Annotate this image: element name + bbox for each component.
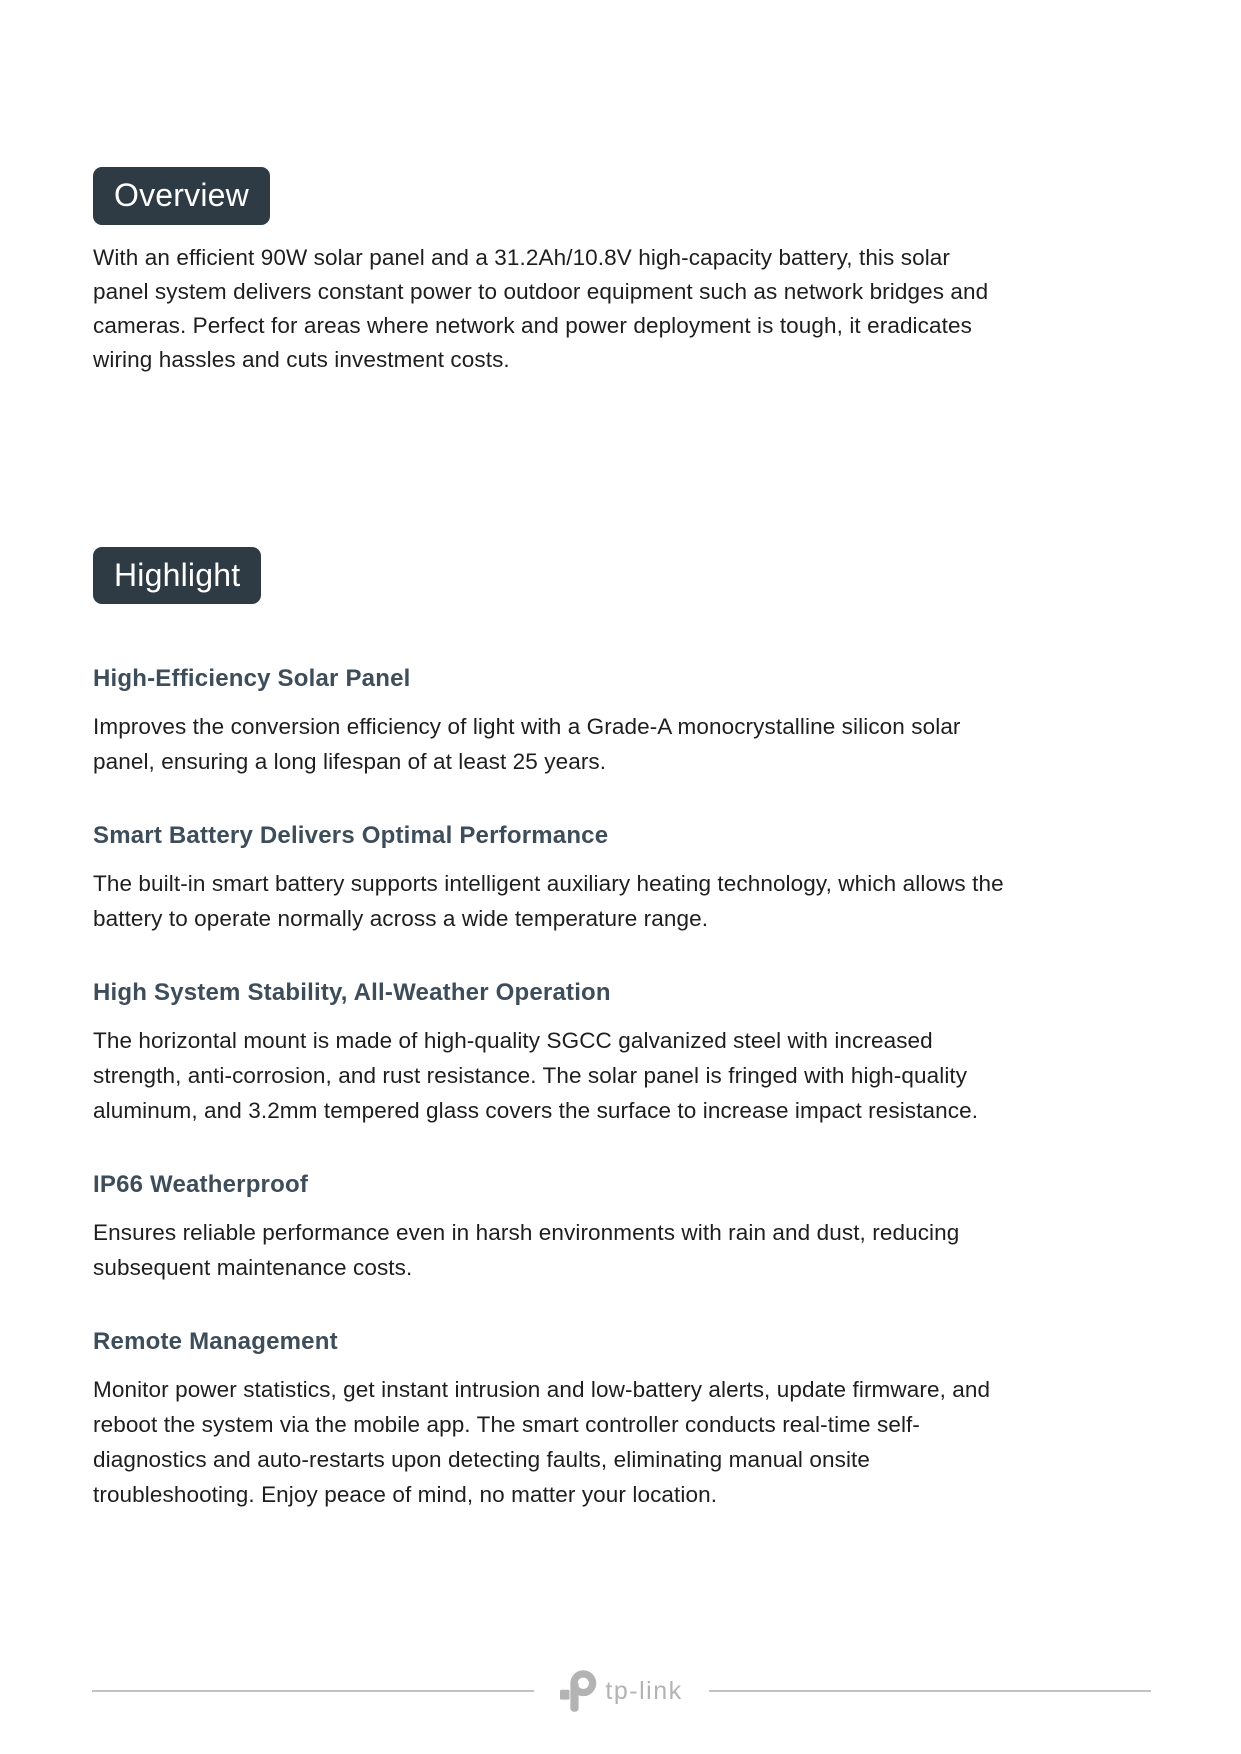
footer-divider-left <box>92 1690 534 1692</box>
overview-paragraph: With an efficient 90W solar panel and a 31.2Ah/10.8V high-capacity battery, this solar panel system delivers constant power to outdoor equipment such as network bridges and cameras. Perfect for areas where network and power deployment is tough, it eradicates wiring hassles and cuts investment costs. <box>93 244 989 372</box>
highlight-item-body: The built-in smart battery supports intelligent auxiliary heating technology, which allows the battery to operate normally across a wide temperature range. <box>93 871 1004 932</box>
footer-divider-right <box>709 1690 1151 1692</box>
highlight-item-title: High System Stability, All-Weather Operation <box>93 979 611 1007</box>
highlight-item <box>93 664 1008 779</box>
overview-section-badge: Overview <box>93 167 270 225</box>
highlight-item-title: Smart Battery Delivers Optimal Performance <box>93 822 609 850</box>
highlight-section-badge: Highlight <box>93 547 261 605</box>
highlight-item-body: Monitor power statistics, get instant intrusion and low-battery alerts, update firmware, and reboot the system via the mobile app. The smart controller conducts real-time self-diagnostics and auto-restarts upon detecting faults, eliminating manual onsite troubleshooting. Enjoy peace of mind, no matter your location. <box>93 1377 991 1508</box>
page-footer <box>92 1668 1151 1714</box>
highlight-item-body: Ensures reliable performance even in harsh environments with rain and dust, reducing subsequent maintenance costs. <box>93 1220 960 1281</box>
highlight-item-title: High-Efficiency Solar Panel <box>93 665 411 693</box>
highlight-item-title: IP66 Weatherproof <box>93 1171 309 1199</box>
tplink-logo-text: tp-link <box>605 1676 683 1705</box>
page-content <box>93 0 1008 1512</box>
highlight-item <box>93 1170 1008 1285</box>
tplink-logo <box>560 1668 682 1714</box>
tplink-logo-icon <box>560 1668 598 1714</box>
highlight-item-body: Improves the conversion efficiency of light with a Grade-A monocrystalline silicon solar panel, ensuring a long lifespan of at least 25 years. <box>93 714 961 775</box>
highlight-item-body: The horizontal mount is made of high-quality SGCC galvanized steel with increased strength, anti-corrosion, and rust resistance. The solar panel is fringed with high-quality aluminum, and 3.2mm tempered glass covers the surface to increase impact resistance. <box>93 1028 979 1124</box>
highlight-item <box>93 821 1008 936</box>
highlight-item <box>93 978 1008 1128</box>
highlight-item <box>93 1327 1008 1512</box>
highlight-item-title: Remote Management <box>93 1328 338 1356</box>
